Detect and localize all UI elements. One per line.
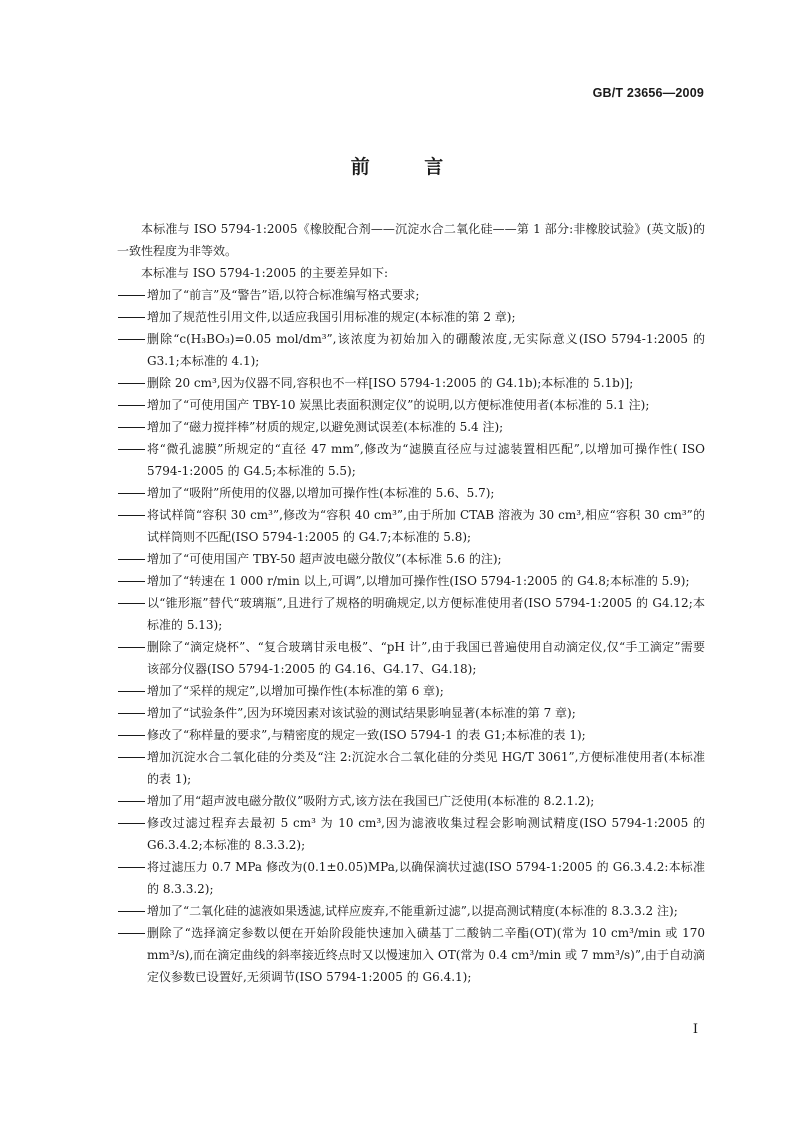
list-item-text: 增加了“采样的规定”,以增加可操作性(本标准的第 6 章);: [147, 684, 444, 698]
list-item-text: 增加了“前言”及“警告”语,以符合标准编写格式要求;: [147, 288, 420, 302]
standard-code: GB/T 23656—2009: [592, 86, 704, 100]
list-item-text: 增加了“转速在 1 000 r/min 以上,可调”,以增加可操作性(ISO 5794-1:2005 的 G4.8;本标准的 5.9);: [147, 574, 690, 588]
list-item: [117, 702, 705, 724]
list-item: [117, 328, 705, 372]
list-item: [117, 416, 705, 438]
list-item-text: 增加了“试验条件”,因为环境因素对该试验的测试结果影响显著(本标准的第 7 章);: [147, 706, 576, 720]
list-item: [117, 922, 705, 988]
list-item-text: 删除了“滴定烧杯”、“复合玻璃甘汞电极”、“pH 计”,由于我国已普遍使用自动滴定仪,仅“手工滴定”需要该部分仪器(ISO 5794-1:2005 的 G4.16、G4.17、G4.18);: [147, 640, 705, 676]
list-item-text: 增加了“可使用国产 TBY-10 炭黑比表面积测定仪”的说明,以方便标准使用者(本标准的 5.1 注);: [147, 398, 650, 412]
list-item: [117, 592, 705, 636]
list-item-text: 增加了“吸附”所使用的仪器,以增加可操作性(本标准的 5.6、5.7);: [147, 486, 495, 500]
list-item: [117, 548, 705, 570]
list-item: [117, 812, 705, 856]
list-item-text: 增加了“二氧化硅的滤液如果透滤,试样应废弃,不能重新过滤”,以提高测试精度(本标准的 8.3.3.2 注);: [147, 904, 678, 918]
intro-paragraph: 本标准与 ISO 5794-1:2005《橡胶配合剂——沉淀水合二氧化硅——第 1 部分:非橡胶试验》(英文版)的一致性程度为非等效。: [117, 222, 705, 258]
list-item: [117, 284, 705, 306]
list-item: [117, 636, 705, 680]
page-number: I: [692, 1022, 698, 1037]
list-item-text: 删除“c(H₃BO₃)=0.05 mol/dm³”,该浓度为初始加入的硼酸浓度,无实际意义(ISO 5794-1:2005 的 G3.1;本标准的 4.1);: [147, 332, 705, 368]
list-item: [117, 394, 705, 416]
intro-paragraph: 本标准与 ISO 5794-1:2005 的主要差异如下:: [141, 266, 389, 280]
list-item-text: 删除 20 cm³,因为仪器不同,容积也不一样[ISO 5794-1:2005 的 G4.1b);本标准的 5.1b)];: [147, 376, 634, 390]
list-item: [117, 570, 705, 592]
list-item-text: 增加沉淀水合二氧化硅的分类及“注 2:沉淀水合二氧化硅的分类见 HG/T 3061”,方便标准使用者(本标准的表 1);: [147, 750, 705, 786]
page-title: 前 言: [350, 156, 468, 178]
list-item: [117, 482, 705, 504]
list-item-text: 将试样筒“容积 30 cm³”,修改为“容积 40 cm³”,由于所加 CTAB 溶液为 30 cm³,相应“容积 30 cm³”的试样筒则不匹配(ISO 5794-1:2005 的 G4.7;本标准的 5.8);: [147, 508, 705, 544]
list-item-text: 增加了“可使用国产 TBY-50 超声波电磁分散仪”(本标准 5.6 的注);: [147, 552, 502, 566]
list-item: [117, 438, 705, 482]
list-item-text: 修改过滤过程弃去最初 5 cm³ 为 10 cm³,因为滤液收集过程会影响测试精度(ISO 5794-1:2005 的 G6.3.4.2;本标准的 8.3.3.2);: [147, 816, 705, 852]
list-item: [117, 856, 705, 900]
list-item: [117, 790, 705, 812]
list-item-text: 增加了“磁力搅拌棒”材质的规定,以避免测试误差(本标准的 5.4 注);: [147, 420, 504, 434]
list-item: [117, 372, 705, 394]
list-item: [117, 680, 705, 702]
list-item: [117, 900, 705, 922]
list-item: [117, 504, 705, 548]
list-item-text: 将“微孔滤膜”所规定的“直径 47 mm”,修改为“滤膜直径应与过滤装置相匹配”,以增加可操作性( ISO 5794-1:2005 的 G4.5;本标准的 5.5);: [147, 442, 705, 478]
document-body: [117, 218, 705, 988]
list-item-text: 增加了规范性引用文件,以适应我国引用标准的规定(本标准的第 2 章);: [147, 310, 516, 324]
list-item-text: 增加了用“超声波电磁分散仪”吸附方式,该方法在我国已广泛使用(本标准的 8.2.1.2);: [147, 794, 595, 808]
differences-list: [117, 284, 705, 988]
list-item-text: 以“锥形瓶”替代“玻璃瓶”,且进行了规格的明确规定,以方便标准使用者(ISO 5794-1:2005 的 G4.12;本标准的 5.13);: [147, 596, 705, 632]
list-item-text: 删除了“选择滴定参数以便在开始阶段能快速加入磺基丁二酸钠二辛酯(OT)(常为 10 cm³/min 或 170 mm³/s),而在滴定曲线的斜率接近终点时又以慢速加入 OT(常为 0.4 cm³/min 或 7 mm³/s)”,由于自动滴定仪参数已设置好,无须调节(ISO 5794-1:2005 的 G6.4.1);: [147, 926, 705, 984]
list-item: [117, 724, 705, 746]
list-item-text: 将过滤压力 0.7 MPa 修改为(0.1±0.05)MPa,以确保滴状过滤(ISO 5794-1:2005 的 G6.3.4.2:本标准的 8.3.3.2);: [147, 860, 705, 896]
list-item: [117, 306, 705, 328]
list-item-text: 修改了“称样量的要求”,与精密度的规定一致(ISO 5794-1 的表 G1;本标准的表 1);: [147, 728, 586, 742]
list-item: [117, 746, 705, 790]
